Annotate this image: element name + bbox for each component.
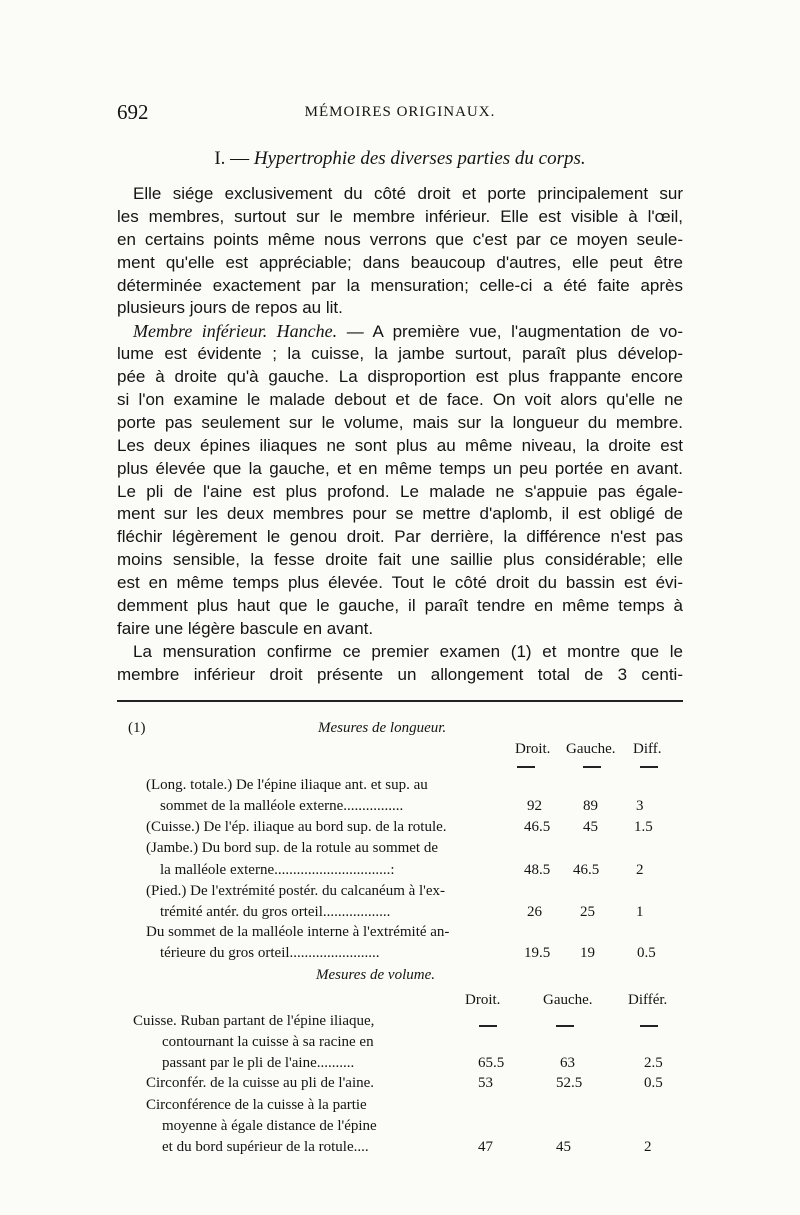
cell-gauche: 89: [583, 798, 598, 814]
text-line: lume est évidente ; la cuisse, la jambe surtout, paraît plus dévelop-: [117, 344, 683, 364]
text-line: en certains points même nous verrons que c'est par ce moyen seule-: [117, 229, 683, 249]
cell-diff: 1: [636, 904, 644, 920]
cell-diff: 2: [636, 862, 644, 878]
text-line: [117, 320, 683, 343]
row-label: trémité antér. du gros orteil..................: [160, 904, 391, 920]
row-label: Du sommet de la malléole interne à l'extrémité an-: [146, 924, 450, 940]
text-line: plus élevée que la gauche, et en même temps un peu portée en avant.: [117, 458, 683, 478]
cell-gauche: 45: [556, 1139, 571, 1155]
header-droit: Droit.: [465, 992, 501, 1008]
table-title-volume: Mesures de volume.: [316, 967, 435, 983]
text-line: fléchir légèrement le genou droit. Par derrière, la différence n'est pas: [117, 527, 683, 547]
header-diff: Diff.: [633, 741, 662, 757]
footnote-separator: [117, 700, 683, 702]
row-label: passant par le pli de l'aine..........: [162, 1055, 355, 1071]
page-number: 692: [117, 100, 149, 124]
cell-droit: 65.5: [478, 1055, 505, 1071]
row-label: sommet de la malléole externe................: [160, 798, 404, 814]
text-span: — A première vue, l'augmentation de vo-: [337, 322, 683, 342]
header-rule: [517, 758, 535, 775]
text-line: pée à droite qu'à gauche. La disproportion est plus frappante encore: [117, 367, 683, 387]
header-diff: Différ.: [628, 992, 668, 1008]
text-line: porte pas seulement sur le volume, mais sur la longueur du membre.: [117, 412, 683, 432]
header-rule: [640, 758, 658, 775]
row-label: (Long. totale.) De l'épine iliaque ant. et sup. au: [146, 777, 428, 793]
text-line: Elle siége exclusivement du côté droit et porte principalement sur: [133, 184, 683, 203]
text-line: déterminée exactement par la mensuration; celle-ci a été faite après: [117, 275, 683, 295]
section-number: I. —: [214, 148, 250, 169]
text-line: Les deux épines iliaques ne sont plus au même niveau, la droite est: [117, 435, 683, 455]
text-line: les membres, surtout sur le membre inférieur. Elle est visible à l'œil,: [117, 206, 683, 226]
header-rule: [479, 1017, 497, 1034]
cell-gauche: 52.5: [556, 1075, 583, 1091]
cell-droit: 53: [478, 1075, 493, 1091]
row-label: contournant la cuisse à sa racine en: [162, 1034, 374, 1050]
cell-diff: 2.5: [644, 1055, 663, 1071]
row-label: (Cuisse.) De l'ép. iliaque au bord sup. de la rotule.: [146, 819, 447, 835]
cell-diff: 1.5: [634, 819, 653, 835]
text-line: demment plus haut que le gauche, il paraît tendre en même temps à: [117, 596, 683, 616]
section-title-text: Hypertrophie des diverses parties du corps.: [253, 148, 586, 169]
cell-droit: 19.5: [524, 945, 551, 961]
table-title-longueur: Mesures de longueur.: [318, 720, 447, 736]
cell-gauche: 63: [560, 1055, 575, 1071]
cell-gauche: 25: [580, 904, 595, 920]
row-label: térieure du gros orteil........................: [160, 945, 380, 961]
cell-diff: 0.5: [644, 1075, 663, 1091]
cell-diff: 0.5: [637, 945, 656, 961]
subsection-heading: Membre inférieur. Hanche.: [133, 321, 338, 342]
row-label: Cuisse. Ruban partant de l'épine iliaque,: [133, 1013, 375, 1029]
cell-diff: 2: [644, 1139, 652, 1155]
text-line: ment qu'elle est appréciable; dans beaucoup d'autres, elle peut être: [117, 252, 683, 272]
row-label: Circonférence de la cuisse à la partie: [146, 1097, 367, 1113]
header-rule: [583, 758, 601, 775]
running-header: [117, 100, 683, 126]
cell-diff: 3: [636, 798, 644, 814]
row-label: la malléole externe...............................:: [160, 862, 395, 878]
text-line: si l'on examine le malade debout et de face. On voit alors qu'elle ne: [117, 390, 683, 410]
row-label: Circonfér. de la cuisse au pli de l'aine.: [146, 1075, 375, 1091]
row-label: (Pied.) De l'extrémité postér. du calcanéum à l'ex-: [146, 883, 446, 899]
cell-droit: 46.5: [524, 819, 551, 835]
header-gauche: Gauche.: [566, 741, 616, 757]
header-gauche: Gauche.: [543, 992, 593, 1008]
cell-droit: 26: [527, 904, 542, 920]
cell-gauche: 19: [580, 945, 595, 961]
cell-droit: 92: [527, 798, 542, 814]
row-label: et du bord supérieur de la rotule....: [162, 1139, 369, 1155]
text-line: ment sur les deux membres pour se mettre d'aplomb, il est obligé de: [117, 504, 683, 524]
text-line: faire une légère bascule en avant.: [117, 618, 374, 638]
text-line: plusieurs jours de repos au lit.: [117, 298, 343, 318]
row-label: moyenne à égale distance de l'épine: [162, 1118, 377, 1134]
text-line: Le pli de l'aine est plus profond. Le malade ne s'appuie pas égale-: [117, 481, 683, 501]
body-text: [117, 183, 683, 687]
text-line: moins sensible, la fesse droite fait une saillie plus considérable; elle: [117, 550, 683, 570]
footnote-marker: (1): [128, 720, 146, 736]
section-title: [117, 148, 683, 170]
cell-droit: 47: [478, 1139, 493, 1155]
cell-gauche: 46.5: [573, 862, 600, 878]
cell-droit: 48.5: [524, 862, 551, 878]
header-droit: Droit.: [515, 741, 551, 757]
cell-gauche: 45: [583, 819, 598, 835]
row-label: (Jambe.) Du bord sup. de la rotule au sommet de: [146, 840, 439, 856]
running-title: MÉMOIRES ORIGINAUX.: [304, 104, 496, 120]
text-line: membre inférieur droit présente un allongement total de 3 centi-: [117, 664, 683, 684]
header-rule: [640, 1017, 658, 1034]
header-rule: [556, 1017, 574, 1034]
text-line: est en même temps plus élevée. Tout le côté droit du bassin est évi-: [117, 573, 683, 593]
text-line: La mensuration confirme ce premier examen (1) et montre que le: [133, 641, 683, 661]
